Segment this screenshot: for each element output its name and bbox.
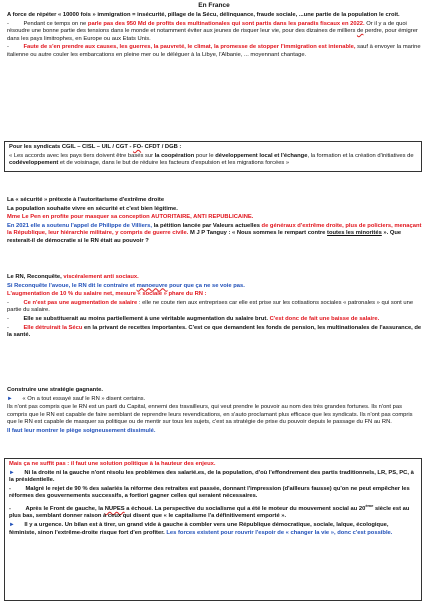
reconquete-a: Si Reconquête l'avoue, le RN dit le contraire et <box>7 282 137 289</box>
strategy-quote-text: « On a tout essayé sauf le RN » disent certains. <box>22 395 146 402</box>
political-solution-box <box>4 458 422 601</box>
point2-text: Elle se substituerait au moins partiellement à une véritable augmentation du salaire brut. <box>23 315 270 322</box>
quote-text-b: pour le <box>194 152 216 159</box>
solution-point-3-b: a échoué. La perspective du socialisme qui a été le moteur du mouvement social au 20 <box>124 505 366 512</box>
profits-highlight: parle pas des 950 Md de profits des multinationales qui sont partis dans les paradis fiscaux en 2022. <box>87 20 365 27</box>
villiers-f: toutes les minorités <box>327 230 382 237</box>
solution-point-2-text: Malgré le rejet de 90 % des salariés la réforme des retraites est passée, donnant l'impression (d'ailleurs fausse) qu'on ne peut empêcher les réformes des gouvernements successifs, a fortiori gagner celles qui seraient nécessaires. <box>9 485 410 500</box>
profits-paragraph <box>7 21 423 44</box>
strategy-conclusion: Il faut leur montrer le piège soigneusement dissimulé. <box>7 427 156 434</box>
strategy-body: Ils n'ont pas compris que le RN est un parti du Capital, ennemi des travailleurs, qui veut prendre le pouvoir au nom des très grandes fortunes. Ils n'ont pas compris que le RN est capable de faire semblant de reprendre leurs revendications, en s'auto proclamant plus efficace que les syndicats. Ils n'ont pas compris que le RN est capable de masquer sa politique ou de mentir sur tous les sujets, c'est sa stratégie de prise du pouvoir depuis le passage du FN au RN. <box>7 404 413 426</box>
villiers-c: lancée par Valeurs actuelles <box>182 222 262 229</box>
solution-hope: Les forces existent pour rouvrir l'espoir de « changer la vie », donc c'est possible. <box>166 529 393 536</box>
causes-highlight: Faute de s'en prendre aux causes, les guerres, la pauvreté, le climat, la promesse de stopper l'immigration est intenable, <box>23 44 356 51</box>
quote-bold-b: développement local et l'échange <box>215 152 308 159</box>
reconquete-b: pour que ça ne se voie pas. <box>167 282 245 289</box>
villiers-a: En 2021 elle a soutenu l'appel de Philippe de Villiers, <box>7 222 152 229</box>
strategy-quote <box>7 396 423 404</box>
villiers-g: ». Que resterait-il de démocratie si le RN était au pouvoir ? <box>7 230 402 244</box>
solution-heading: Mais ça ne suffit pas : il faut une solution politique à la hauteur des enjeux. <box>9 461 216 467</box>
security-line: La population souhaite vivre en sécurité et c'est bien légitime. <box>7 205 178 212</box>
dash: - <box>9 485 11 492</box>
security-heading: La « sécurité » prétexte à l'autoritarisme d'extrême droite <box>7 197 165 203</box>
profits-typo: de <box>356 28 364 35</box>
villiers-paragraph <box>7 223 423 246</box>
solution-point-1 <box>9 470 417 485</box>
solution-point-3 <box>9 502 417 521</box>
unions-list-a: Pour les syndicats CGIL – CISL – UIL / CGT - <box>9 144 134 150</box>
quote-text-a: « Les accords avec les pays tiers doivent être basés sur <box>9 152 155 159</box>
causes-paragraph <box>7 44 423 59</box>
solution-point-4 <box>9 522 417 537</box>
salary-point-2 <box>7 316 423 324</box>
reconquete-line <box>7 283 423 291</box>
page-title: En France <box>198 2 230 9</box>
quote-text-d: et de voisinage, dans le but de réduire les facteurs d'expulsion et les migrations forcées » <box>58 160 290 167</box>
solution-point-4-text: Il y a urgence. Un bilan est à tirer, un grand vide à gauche à combler vers une République démocratique, sociale, laïque, écologique, féministe, sinon l'extrême-droite risque fort d'en profiter. <box>9 522 389 536</box>
solution-point-2 <box>9 486 417 501</box>
profits-text-c: perdre, pour émigrer dans les pays limitrophes, en Europe ou aux Etats Unis. <box>7 28 418 42</box>
profits-text-a: Pendant ce temps on ne <box>23 20 88 27</box>
profits-text-b: Or il y a de quoi résoudre une bonne partie des tensions dans le monde et notamment éviter aux jeunes de risquer leur vie, pour des dizaines de milliers <box>7 20 407 35</box>
dash: - <box>7 44 9 51</box>
arrow-icon: ► <box>7 395 13 402</box>
unions-quote <box>9 153 417 168</box>
villiers-b: la pétition <box>151 222 183 229</box>
antisocial-heading <box>7 274 423 282</box>
solution-point-3-a: Après le Front de gauche, la <box>25 505 105 512</box>
unions-list-b: - CFDT / DGB : <box>141 144 182 150</box>
point3-text: en la privant de recettes importantes. C'est ce que demandent les fonds de pension, les multinationales de l'assurance, de la santé. <box>7 324 422 339</box>
unions-box <box>4 141 422 172</box>
salary-point-1 <box>7 300 423 315</box>
quote-bold-a: la coopération <box>154 152 195 159</box>
le-pen-line: Mme Le Pen en profite pour masquer sa conception AUTORITAIRE, ANTI REPUBLICAINE. <box>7 214 254 221</box>
villiers-e: M J P Tanguy : « Nous sommes le rempart contre <box>188 230 328 237</box>
dash: - <box>7 315 9 322</box>
strategy-section <box>7 387 423 437</box>
century-sup: ème <box>365 502 374 508</box>
dash: - <box>7 324 9 331</box>
quote-text-c: , la formation et la création d'initiatives de <box>307 152 414 159</box>
villiers-d: de généraux d'extrême droite, plus de policiers, menaçant la République, leur hiérarchie militaire, y compris de guerre civile. <box>7 222 422 237</box>
point1-highlight: Ce n'est pas une augmentation de salaire <box>23 299 138 306</box>
salary-heading: L'augmentation de 10 % du salaire net, mesure « sociale » phare du RN : <box>7 291 207 298</box>
nupes-typo: NUPES <box>104 505 125 512</box>
security-section <box>7 197 423 247</box>
unions-fo: FO <box>133 144 142 150</box>
unions-header <box>9 144 417 152</box>
point2-highlight: C'est donc de fait une baisse de salaire. <box>269 315 380 322</box>
heading-b: viscéralement anti sociaux. <box>63 274 139 280</box>
intro-paragraph: A force de répéter « 10000 fois » immigration = insécurité, pillage de la Sécu, délinquance, fraude sociale, ...une partie de la population le croit. <box>7 12 400 18</box>
dash: - <box>9 505 11 512</box>
dash: - <box>7 20 9 27</box>
solution-point-1-text: Ni la droite ni la gauche n'ont résolu les problèmes des salarié.es, de la population, d'où l'effondrement des partis traditionnels, LR, PS, PC, à la présidentielle. <box>9 469 414 484</box>
solution-point-3-c: siècle est au plus bas, semblant donner raison à ceux qui disent que « le capitalisme l'a définitivement emporté ». <box>9 505 410 520</box>
heading-a: Le RN, Reconquête, <box>7 274 64 280</box>
point3-highlight: Elle détruirait la Sécu <box>23 324 83 331</box>
reconquete-typo: manoeuvre <box>136 282 168 289</box>
point1-text: : elle ne coute rien aux entreprises car elle est prise sur les cotisations sociales « patronales » qui sont une partie du salaire. <box>7 299 414 314</box>
arrow-icon: ► <box>9 522 15 529</box>
strategy-heading: Construire une stratégie gagnante. <box>7 387 103 393</box>
arrow-icon: ► <box>9 469 15 476</box>
antisocial-section <box>7 274 423 341</box>
immigration-section <box>7 12 423 61</box>
dash: - <box>7 299 9 306</box>
causes-text: sauf à envoyer la marine italienne ou autre couler les embarcations en pleine mer ou le déléguer à la Libye, l'Albanie, ... moyennant chantage. <box>7 44 421 58</box>
quote-bold-c: codéveloppement <box>9 160 59 167</box>
salary-point-3 <box>7 325 423 340</box>
